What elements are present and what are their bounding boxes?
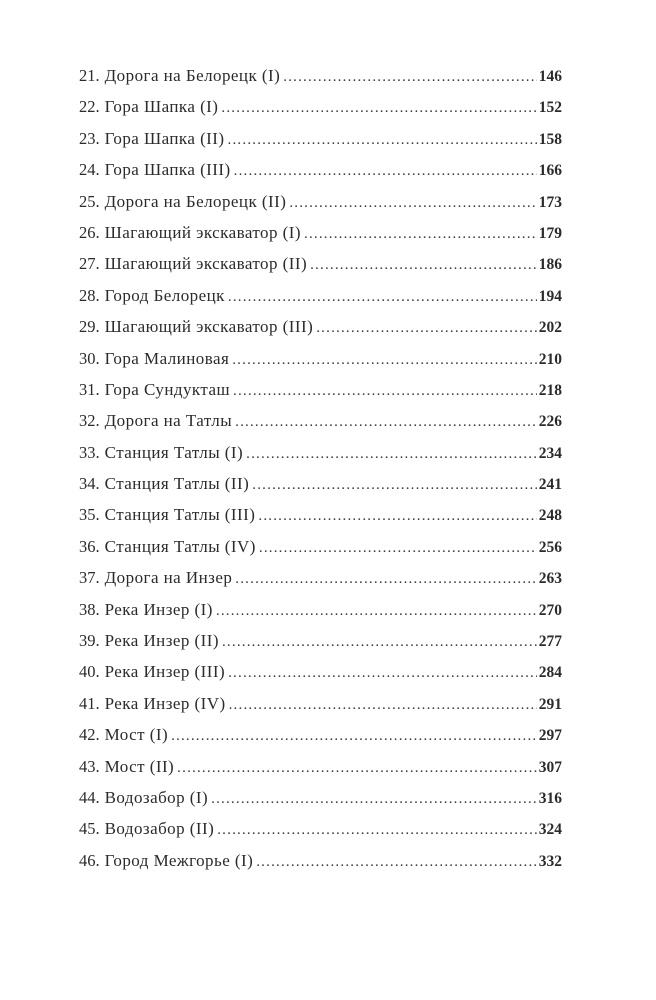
toc-entry[interactable]: [79, 600, 562, 631]
dot-leader: [304, 226, 537, 243]
toc-entry[interactable]: [79, 223, 562, 254]
toc-entry-number: 27.: [79, 254, 100, 274]
toc-entry[interactable]: [79, 819, 562, 850]
dot-leader: [289, 195, 536, 212]
toc-entry[interactable]: [79, 851, 562, 882]
toc-entry-number: 21.: [79, 66, 100, 85]
toc-entry-number: 34.: [79, 474, 100, 494]
toc-entry-page: 152: [538, 99, 562, 117]
dot-leader: [217, 822, 537, 839]
toc-entry-number: 29.: [79, 317, 100, 337]
toc-entry-title: Гора Шапка (II): [104, 128, 225, 148]
dot-leader: [258, 508, 536, 525]
dot-leader: [177, 760, 537, 777]
toc-entry-number: 35.: [79, 505, 100, 525]
toc-entry-number: 32.: [79, 411, 100, 431]
dot-leader: [259, 540, 537, 557]
toc-entry-number: 43.: [79, 756, 100, 776]
dot-leader: [232, 352, 537, 369]
toc-entry-title: Дорога на Белорецк (II): [104, 191, 287, 211]
toc-entry-page: 226: [538, 413, 562, 431]
dot-leader: [283, 69, 537, 86]
toc-entry-title: Гора Сундукташ: [104, 379, 231, 399]
toc-entry[interactable]: [79, 66, 562, 97]
toc-entry-number: 40.: [79, 662, 100, 682]
toc-entry-number: 23.: [79, 128, 100, 148]
toc-entry[interactable]: [79, 349, 562, 380]
toc-entry-page: 173: [538, 193, 562, 211]
toc-entry-number: 24.: [79, 160, 100, 180]
dot-leader: [256, 854, 537, 871]
toc-entry[interactable]: [79, 286, 562, 317]
toc-entry[interactable]: [79, 505, 562, 536]
toc-entry-title: Гора Шапка (III): [104, 160, 231, 180]
toc-entry-number: 38.: [79, 599, 100, 619]
toc-entry[interactable]: [79, 788, 562, 819]
toc-entry-number: 33.: [79, 442, 100, 462]
toc-entry-title: Шагающий экскаватор (I): [104, 222, 301, 242]
toc-entry[interactable]: [79, 757, 562, 788]
toc-entry[interactable]: [79, 192, 562, 223]
toc-entry-number: 42.: [79, 725, 100, 745]
dot-leader: [216, 603, 537, 620]
toc-entry-number: 36.: [79, 536, 100, 556]
toc-entry[interactable]: [79, 694, 562, 725]
toc-entry-page: 234: [538, 444, 562, 462]
toc-entry-page: 291: [538, 695, 562, 713]
toc-entry[interactable]: [79, 411, 562, 442]
toc-entry-page: 194: [538, 287, 562, 305]
dot-leader: [233, 383, 537, 400]
toc-entry-title: Мост (I): [104, 725, 169, 745]
toc-entry[interactable]: [79, 254, 562, 285]
dot-leader: [222, 634, 537, 651]
toc-entry-number: 37.: [79, 568, 100, 588]
toc-entry-page: 186: [538, 256, 562, 274]
toc-entry-page: 202: [538, 319, 562, 337]
dot-leader: [310, 257, 537, 274]
toc-entry-title: Мост (II): [104, 756, 175, 776]
toc-entry-page: 256: [538, 538, 562, 556]
toc-entry-number: 22.: [79, 97, 100, 117]
toc-entry-title: Шагающий экскаватор (II): [104, 254, 308, 274]
toc-entry-title: Водозабор (I): [104, 787, 209, 807]
toc-entry-title: Дорога на Татлы: [104, 411, 233, 431]
toc-entry-page: 218: [538, 381, 562, 399]
dot-leader: [228, 132, 537, 149]
toc-entry-page: 270: [538, 601, 562, 619]
toc-entry[interactable]: [79, 568, 562, 599]
toc-entry[interactable]: [79, 129, 562, 160]
toc-entry-number: 25.: [79, 191, 100, 211]
toc-entry-title: Шагающий экскаватор (III): [104, 317, 314, 337]
toc-entry-title: Дорога на Белорецк (I): [104, 66, 281, 85]
toc-entry-page: 241: [538, 476, 562, 494]
toc-entry[interactable]: [79, 725, 562, 756]
toc-entry-title: Город Белорецк: [104, 285, 225, 305]
dot-leader: [211, 791, 537, 808]
toc-entry-number: 41.: [79, 693, 100, 713]
dot-leader: [234, 163, 537, 180]
toc-entry-number: 26.: [79, 222, 100, 242]
toc-entry-page: 166: [538, 162, 562, 180]
toc-entry-page: 307: [538, 758, 562, 776]
toc-entry-number: 39.: [79, 631, 100, 651]
table-of-contents: [79, 66, 562, 882]
toc-entry[interactable]: [79, 474, 562, 505]
toc-entry[interactable]: [79, 317, 562, 348]
toc-entry-number: 31.: [79, 379, 100, 399]
dot-leader: [316, 320, 537, 337]
toc-entry-title: Река Инзер (II): [104, 631, 219, 651]
toc-entry-title: Станция Татлы (I): [104, 442, 244, 462]
toc-entry-title: Гора Шапка (I): [104, 97, 219, 117]
toc-entry-page: 210: [538, 350, 562, 368]
dot-leader: [221, 100, 536, 117]
toc-entry-number: 44.: [79, 787, 100, 807]
dot-leader: [228, 665, 537, 682]
toc-entry-number: 45.: [79, 819, 100, 839]
dot-leader: [171, 728, 537, 745]
toc-entry-page: 284: [538, 664, 562, 682]
toc-entry-title: Город Межгорье (I): [104, 850, 254, 870]
toc-entry-page: 324: [538, 821, 562, 839]
dot-leader: [246, 446, 537, 463]
toc-entry-number: 30.: [79, 348, 100, 368]
toc-entry-page: 179: [538, 224, 562, 242]
toc-entry-title: Река Инзер (IV): [104, 693, 226, 713]
toc-entry-title: Станция Татлы (II): [104, 474, 250, 494]
toc-entry-page: 158: [538, 130, 562, 148]
toc-entry-page: 332: [538, 852, 562, 870]
toc-entry-title: Станция Татлы (III): [104, 505, 256, 525]
toc-entry-number: 28.: [79, 285, 100, 305]
toc-entry-page: 297: [538, 727, 562, 745]
toc-entry[interactable]: [79, 662, 562, 693]
dot-leader: [228, 289, 537, 306]
toc-entry-page: 248: [538, 507, 562, 525]
toc-entry-title: Гора Малиновая: [104, 348, 230, 368]
toc-entry[interactable]: [79, 631, 562, 662]
toc-entry[interactable]: [79, 537, 562, 568]
toc-entry[interactable]: [79, 380, 562, 411]
dot-leader: [235, 414, 537, 431]
toc-entry-number: 46.: [79, 850, 100, 870]
dot-leader: [229, 697, 537, 714]
toc-entry-title: Дорога на Инзер: [104, 568, 233, 588]
toc-entry[interactable]: [79, 160, 562, 191]
toc-entry-title: Река Инзер (I): [104, 599, 213, 619]
toc-entry-title: Станция Татлы (IV): [104, 536, 256, 556]
toc-entry-page: 146: [538, 68, 562, 85]
toc-entry-title: Река Инзер (III): [104, 662, 226, 682]
dot-leader: [252, 477, 536, 494]
toc-entry[interactable]: [79, 97, 562, 128]
dot-leader: [235, 571, 536, 588]
toc-entry[interactable]: [79, 443, 562, 474]
toc-entry-page: 277: [538, 633, 562, 651]
toc-entry-page: 263: [538, 570, 562, 588]
toc-entry-title: Водозабор (II): [104, 819, 215, 839]
toc-entry-page: 316: [538, 789, 562, 807]
